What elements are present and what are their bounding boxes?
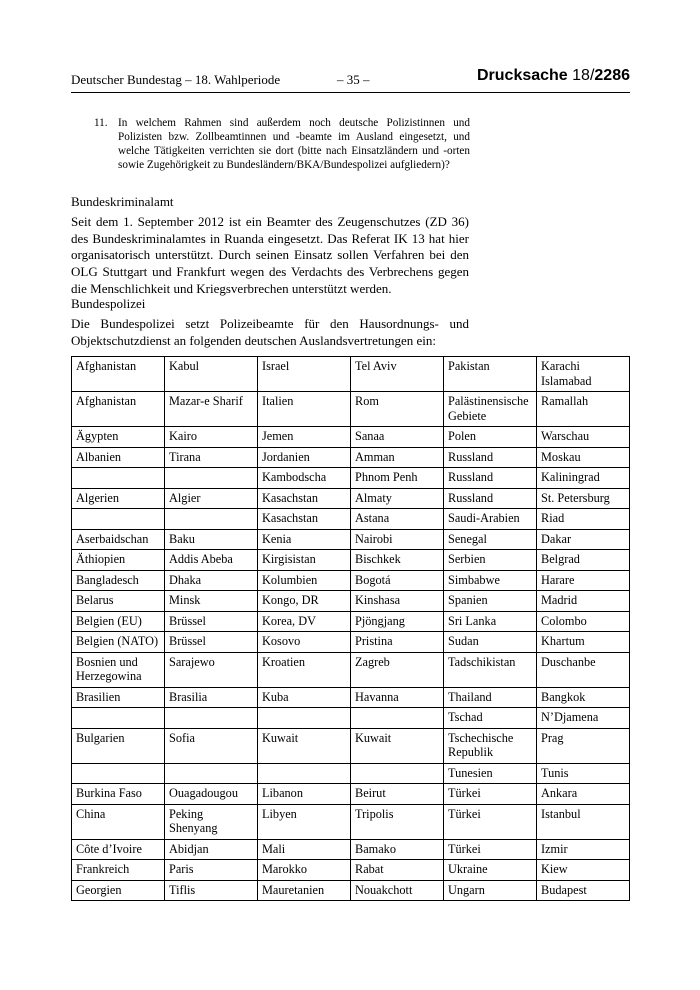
table-cell-city: Astana — [351, 509, 444, 530]
table-cell-country: Kroatien — [258, 652, 351, 687]
header-doc-number-plain: 18/ — [572, 67, 595, 84]
table-cell-country: Frankreich — [72, 860, 165, 881]
table-cell-city: Budapest — [537, 880, 630, 901]
header-doc-label: Drucksache — [476, 67, 568, 84]
table-cell-country — [72, 708, 165, 729]
table-cell-country: Marokko — [258, 860, 351, 881]
table-cell-country: Türkei — [444, 804, 537, 839]
table-row — [72, 839, 630, 860]
table-row — [72, 763, 630, 784]
table-cell-city: Nouakchott — [351, 880, 444, 901]
table-cell-city: Colombo — [537, 611, 630, 632]
table-cell-country — [258, 763, 351, 784]
table-cell-city: Tiflis — [165, 880, 258, 901]
table-cell-city — [165, 763, 258, 784]
table-cell-city: Warschau — [537, 427, 630, 448]
table-cell-city: Duschanbe — [537, 652, 630, 687]
table-row — [72, 392, 630, 427]
table-cell-country: Belarus — [72, 591, 165, 612]
table-cell-city: Bogotá — [351, 570, 444, 591]
table-cell-city: Paris — [165, 860, 258, 881]
table-cell-city: Sarajewo — [165, 652, 258, 687]
table-row — [72, 488, 630, 509]
embassy-table-body — [72, 357, 630, 901]
table-cell-city: Brüssel — [165, 611, 258, 632]
table-cell-city: Tunis — [537, 763, 630, 784]
table-cell-country: Bosnien und Herzegowina — [72, 652, 165, 687]
table-cell-country: Ägypten — [72, 427, 165, 448]
table-cell-city: Kiew — [537, 860, 630, 881]
header-publication: Deutscher Bundestag – 18. Wahlperiode — [71, 72, 281, 87]
table-cell-country: Kirgisistan — [258, 550, 351, 571]
table-cell-country: Afghanistan — [72, 392, 165, 427]
table-row — [72, 550, 630, 571]
table-cell-city: Belgrad — [537, 550, 630, 571]
table-cell-country: Russland — [444, 488, 537, 509]
embassy-table — [71, 356, 630, 901]
table-cell-city: Harare — [537, 570, 630, 591]
table-cell-country: Senegal — [444, 529, 537, 550]
table-cell-country: Libanon — [258, 784, 351, 805]
header-rule — [71, 92, 630, 93]
table-cell-country: Palästinensische Gebiete — [444, 392, 537, 427]
table-cell-country: Saudi-Arabien — [444, 509, 537, 530]
table-cell-country: Kambodscha — [258, 468, 351, 489]
table-cell-country — [72, 509, 165, 530]
table-cell-city: Algier — [165, 488, 258, 509]
table-cell-country: Spanien — [444, 591, 537, 612]
table-cell-country: Kolumbien — [258, 570, 351, 591]
table-cell-country: Türkei — [444, 839, 537, 860]
table-cell-country: Burkina Faso — [72, 784, 165, 805]
table-cell-city: Bangkok — [537, 687, 630, 708]
header-doc-number-bold: 2286 — [594, 67, 630, 84]
table-cell-country: Kenia — [258, 529, 351, 550]
table-cell-city: Brüssel — [165, 632, 258, 653]
table-cell-city: St. Petersburg — [537, 488, 630, 509]
table-cell-city: Prag — [537, 728, 630, 763]
table-cell-city: Pjöngjang — [351, 611, 444, 632]
paragraph-bka: Seit dem 1. September 2012 ist ein Beamter des Zeugenschutzes (ZD 36) des Bundeskriminalamtes in Ruanda eingesetzt. Das Referat IK 13 hat hier organisatorisch unterstützt. Durch seinen Einsatz sollen Verfahren bei den OLG Stuttgart und Frankfurt wegen des Verdachts des Verbrechens gegen die Menschlichkeit und Kriegsverbrechen unterstützt werden. — [71, 214, 469, 296]
table-cell-country: Brasilien — [72, 687, 165, 708]
table-cell-city — [165, 509, 258, 530]
table-cell-country: Serbien — [444, 550, 537, 571]
section-title-bpol: Bundespolizei — [71, 296, 146, 311]
question-text: In welchem Rahmen sind außerdem noch deutsche Polizistinnen und Polizisten bzw. Zollbeamtinnen und -beamte im Ausland eingesetzt, und welche Tätigkeiten verrichten sie dort (bitte nach Einsatzländern und -orten sowie Zugehörigkeit zu Bundesländern/BKA/Bundespolizei aufgliedern)? — [118, 117, 470, 171]
table-cell-city: Bamako — [351, 839, 444, 860]
table-cell-city: Karachi Islamabad — [537, 357, 630, 392]
table-cell-city: Dakar — [537, 529, 630, 550]
table-cell-city: Sofia — [165, 728, 258, 763]
table-cell-city: N’Djamena — [537, 708, 630, 729]
table-row — [72, 591, 630, 612]
table-cell-country: Belgien (EU) — [72, 611, 165, 632]
table-cell-city: Baku — [165, 529, 258, 550]
section-title-bka: Bundeskriminalamt — [71, 194, 174, 209]
table-cell-country: Belgien (NATO) — [72, 632, 165, 653]
table-row — [72, 687, 630, 708]
table-cell-country: Côte d’Ivoire — [72, 839, 165, 860]
table-cell-country: Tunesien — [444, 763, 537, 784]
table-cell-city: Amman — [351, 447, 444, 468]
table-row — [72, 880, 630, 901]
table-cell-city — [165, 708, 258, 729]
table-cell-city: Istanbul — [537, 804, 630, 839]
table-cell-city: Kaliningrad — [537, 468, 630, 489]
table-cell-country: Georgien — [72, 880, 165, 901]
page-header — [71, 67, 630, 92]
table-cell-country: Jemen — [258, 427, 351, 448]
table-cell-city: Mazar-e Sharif — [165, 392, 258, 427]
table-row — [72, 652, 630, 687]
table-cell-city: Havanna — [351, 687, 444, 708]
table-row — [72, 468, 630, 489]
table-cell-country: Korea, DV — [258, 611, 351, 632]
table-cell-city: Rabat — [351, 860, 444, 881]
table-cell-country — [258, 708, 351, 729]
table-row — [72, 529, 630, 550]
table-cell-country: Italien — [258, 392, 351, 427]
table-cell-city: Dhaka — [165, 570, 258, 591]
header-document-number — [477, 67, 630, 85]
table-cell-city: Riad — [537, 509, 630, 530]
table-cell-city — [351, 708, 444, 729]
table-cell-city: Peking Shenyang — [165, 804, 258, 839]
table-cell-city: Zagreb — [351, 652, 444, 687]
table-cell-city: Kuwait — [351, 728, 444, 763]
table-cell-country: Kasachstan — [258, 509, 351, 530]
table-cell-country — [72, 763, 165, 784]
table-cell-city: Abidjan — [165, 839, 258, 860]
table-cell-country: Aserbaidschan — [72, 529, 165, 550]
table-cell-city: Brasilia — [165, 687, 258, 708]
table-cell-country: China — [72, 804, 165, 839]
table-cell-city: Almaty — [351, 488, 444, 509]
table-cell-country: Polen — [444, 427, 537, 448]
table-row — [72, 632, 630, 653]
table-cell-country: Tadschikistan — [444, 652, 537, 687]
table-cell-country: Israel — [258, 357, 351, 392]
table-cell-country: Tschechische Republik — [444, 728, 537, 763]
table-cell-city: Kairo — [165, 427, 258, 448]
table-cell-city: Kinshasa — [351, 591, 444, 612]
table-row — [72, 447, 630, 468]
table-row — [72, 708, 630, 729]
table-cell-city: Ankara — [537, 784, 630, 805]
table-cell-country: Bangladesch — [72, 570, 165, 591]
table-cell-country: Kuwait — [258, 728, 351, 763]
table-cell-city: Pristina — [351, 632, 444, 653]
table-cell-country: Algerien — [72, 488, 165, 509]
table-row — [72, 728, 630, 763]
table-cell-country: Kuba — [258, 687, 351, 708]
paragraph-bpol: Die Bundespolizei setzt Polizeibeamte für den Hausordnungs- und Objektschutzdienst an folgenden deutschen Auslandsvertretungen ein: — [71, 316, 469, 348]
table-cell-city — [165, 468, 258, 489]
table-cell-country: Ungarn — [444, 880, 537, 901]
table-cell-city: Moskau — [537, 447, 630, 468]
question-number: 11. — [94, 117, 108, 129]
table-cell-city: Phnom Penh — [351, 468, 444, 489]
table-row — [72, 357, 630, 392]
table-cell-country: Äthiopien — [72, 550, 165, 571]
table-row — [72, 611, 630, 632]
table-cell-city: Izmir — [537, 839, 630, 860]
table-cell-country: Bulgarien — [72, 728, 165, 763]
table-cell-country: Russland — [444, 468, 537, 489]
table-cell-country: Sudan — [444, 632, 537, 653]
table-cell-city: Addis Abeba — [165, 550, 258, 571]
table-row — [72, 427, 630, 448]
table-row — [72, 784, 630, 805]
table-cell-country: Albanien — [72, 447, 165, 468]
table-cell-city: Tripolis — [351, 804, 444, 839]
table-cell-country: Simbabwe — [444, 570, 537, 591]
table-row — [72, 804, 630, 839]
table-cell-country: Afghanistan — [72, 357, 165, 392]
table-cell-country: Pakistan — [444, 357, 537, 392]
table-cell-city: Beirut — [351, 784, 444, 805]
table-cell-city: Bischkek — [351, 550, 444, 571]
table-cell-country: Libyen — [258, 804, 351, 839]
table-row — [72, 860, 630, 881]
table-cell-city — [351, 763, 444, 784]
table-cell-country: Türkei — [444, 784, 537, 805]
table-cell-country: Thailand — [444, 687, 537, 708]
table-row — [72, 570, 630, 591]
table-cell-country: Sri Lanka — [444, 611, 537, 632]
header-page-number: – 35 – — [337, 72, 370, 87]
question-block — [94, 116, 470, 172]
table-cell-city: Madrid — [537, 591, 630, 612]
table-cell-country: Kongo, DR — [258, 591, 351, 612]
table-cell-country — [72, 468, 165, 489]
table-cell-country: Kosovo — [258, 632, 351, 653]
table-cell-city: Ramallah — [537, 392, 630, 427]
table-cell-country: Kasachstan — [258, 488, 351, 509]
table-cell-city: Kabul — [165, 357, 258, 392]
table-cell-city: Rom — [351, 392, 444, 427]
table-cell-city: Ouagadougou — [165, 784, 258, 805]
table-row — [72, 509, 630, 530]
table-cell-country: Russland — [444, 447, 537, 468]
table-cell-country: Ukraine — [444, 860, 537, 881]
table-cell-country: Jordanien — [258, 447, 351, 468]
table-cell-city: Nairobi — [351, 529, 444, 550]
table-cell-city: Sanaa — [351, 427, 444, 448]
table-cell-city: Tirana — [165, 447, 258, 468]
table-cell-country: Mauretanien — [258, 880, 351, 901]
table-cell-country: Tschad — [444, 708, 537, 729]
table-cell-city: Minsk — [165, 591, 258, 612]
table-cell-country: Mali — [258, 839, 351, 860]
table-cell-city: Khartum — [537, 632, 630, 653]
table-cell-city: Tel Aviv — [351, 357, 444, 392]
